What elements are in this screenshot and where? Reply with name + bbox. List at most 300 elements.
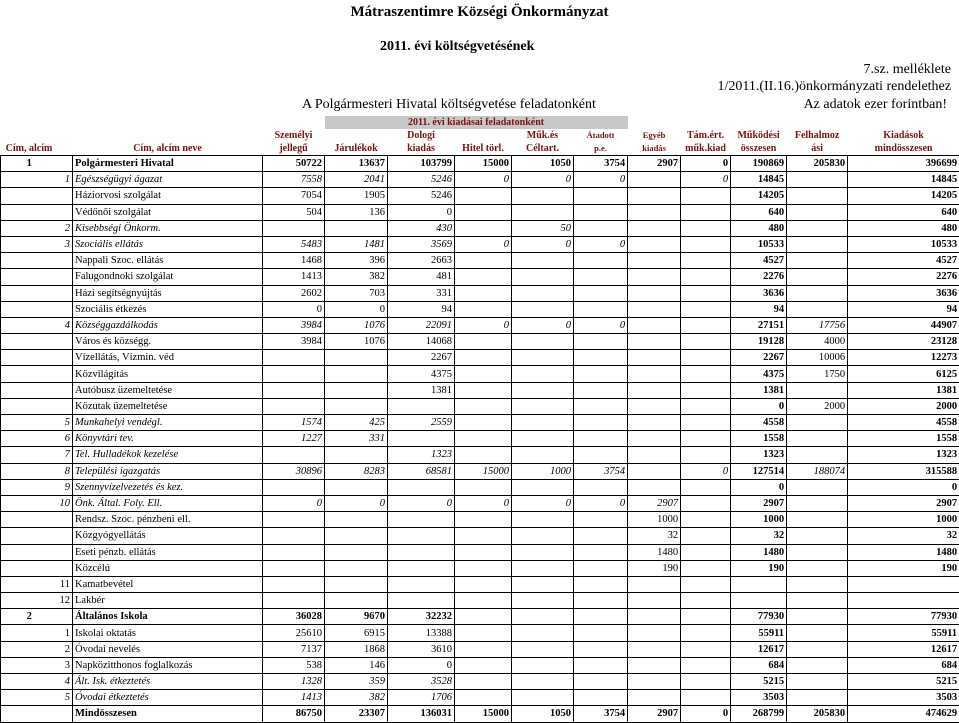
table-row <box>1 447 959 463</box>
amount-cell <box>681 479 731 495</box>
amount-cell: 3528 <box>388 674 455 690</box>
amount-cell <box>455 544 512 560</box>
amount-cell <box>574 560 628 576</box>
capital-cell <box>787 690 848 706</box>
row-label: Szociális étkezés <box>73 301 263 317</box>
amount-cell <box>681 334 731 350</box>
capital-cell: 17756 <box>787 317 848 333</box>
table-row <box>1 593 959 609</box>
header-top-label: Tám.ért. <box>681 129 731 142</box>
amount-cell: 5483 <box>263 236 325 252</box>
table-row <box>1 641 959 657</box>
table-row <box>1 269 959 285</box>
regulation-reference: 1/2011.(II.16.)önkormányzati rendelethez <box>717 79 951 95</box>
table-row <box>1 609 959 625</box>
amount-cell <box>512 560 574 576</box>
table-row <box>1 706 959 722</box>
amount-cell: 3610 <box>388 641 455 657</box>
subsection-number <box>58 301 73 317</box>
row-label: Háziorvosi szolgálat <box>73 188 263 204</box>
amount-cell <box>574 269 628 285</box>
amount-cell <box>574 415 628 431</box>
section-number <box>1 172 58 188</box>
amount-cell <box>574 382 628 398</box>
amount-cell <box>628 415 681 431</box>
amount-cell <box>628 301 681 317</box>
operating-total-cell: 2907 <box>731 495 787 511</box>
amount-cell <box>512 366 574 382</box>
amount-cell <box>628 285 681 301</box>
amount-cell: 2907 <box>628 706 681 722</box>
amount-cell: 430 <box>388 220 455 236</box>
amount-cell: 50 <box>512 220 574 236</box>
grand-total-cell: 1000 <box>848 512 959 528</box>
grand-total-cell: 480 <box>848 220 959 236</box>
amount-cell <box>681 253 731 269</box>
grand-total-cell: 10533 <box>848 236 959 252</box>
table-row <box>1 431 959 447</box>
amount-cell <box>628 690 681 706</box>
operating-total-cell: 1000 <box>731 512 787 528</box>
amount-cell <box>681 188 731 204</box>
amount-cell: 1076 <box>325 334 388 350</box>
amount-cell <box>628 674 681 690</box>
amount-cell <box>325 220 388 236</box>
subsection-number <box>58 382 73 398</box>
header-top-label: Dologi <box>388 129 455 142</box>
grand-total-cell: 44907 <box>848 317 959 333</box>
grand-total-cell: 23128 <box>848 334 959 350</box>
operating-total-cell: 0 <box>731 398 787 414</box>
header-top-label: Személyi <box>263 129 325 142</box>
section-number <box>1 479 58 495</box>
table-row <box>1 301 959 317</box>
operating-total-cell: 77930 <box>731 609 787 625</box>
operating-total-cell: 0 <box>731 479 787 495</box>
header-top-label: Működési <box>731 129 787 142</box>
row-label: Kisebbségi Önkorm. <box>73 220 263 236</box>
operating-total-cell: 1323 <box>731 447 787 463</box>
capital-cell <box>787 593 848 609</box>
amount-cell: 1413 <box>263 269 325 285</box>
row-label: Községgazdálkodás <box>73 317 263 333</box>
amount-cell <box>681 415 731 431</box>
header-row-top <box>1 129 959 142</box>
capital-cell <box>787 609 848 625</box>
document-title: Mátraszentimre Községi Önkormányzat <box>0 4 959 21</box>
grand-total-cell: 5215 <box>848 674 959 690</box>
capital-cell <box>787 528 848 544</box>
table-row <box>1 398 959 414</box>
amount-cell: 1050 <box>512 706 574 722</box>
amount-cell: 7558 <box>263 172 325 188</box>
header-label: kiadás <box>628 142 681 156</box>
amount-cell <box>263 350 325 366</box>
amount-cell <box>681 690 731 706</box>
amount-cell <box>574 188 628 204</box>
amount-cell: 1480 <box>628 544 681 560</box>
amount-cell <box>263 593 325 609</box>
header-top-label: Egyéb <box>628 129 681 142</box>
table-row <box>1 317 959 333</box>
grand-total-cell: 190 <box>848 560 959 576</box>
table-row <box>1 479 959 495</box>
amount-cell <box>628 382 681 398</box>
row-label: Szennyvízelvezetés és kez. <box>73 479 263 495</box>
amount-cell: 86750 <box>263 706 325 722</box>
amount-cell: 504 <box>263 204 325 220</box>
capital-cell <box>787 253 848 269</box>
amount-cell <box>325 576 388 592</box>
amount-cell: 103799 <box>388 156 455 172</box>
amount-cell: 3754 <box>574 463 628 479</box>
subsection-number: 4 <box>58 674 73 690</box>
amount-cell <box>628 479 681 495</box>
amount-cell: 7137 <box>263 641 325 657</box>
amount-cell: 0 <box>325 495 388 511</box>
amount-cell <box>574 641 628 657</box>
amount-cell <box>325 528 388 544</box>
amount-cell: 0 <box>512 317 574 333</box>
amount-cell <box>455 334 512 350</box>
amount-cell: 0 <box>455 172 512 188</box>
grand-total-cell: 474629 <box>848 706 959 722</box>
amount-cell <box>628 593 681 609</box>
document-subtitle: 2011. évi költségvetésének <box>380 39 534 55</box>
amount-cell: 331 <box>388 285 455 301</box>
amount-cell <box>455 253 512 269</box>
amount-cell: 1328 <box>263 674 325 690</box>
row-label: Mindösszesen <box>73 706 263 722</box>
amount-cell <box>263 479 325 495</box>
subsection-number: 4 <box>58 317 73 333</box>
amount-cell: 1706 <box>388 690 455 706</box>
amount-cell <box>388 576 455 592</box>
amount-cell <box>628 447 681 463</box>
row-label: Ált. Isk. étkeztetés <box>73 674 263 690</box>
amount-cell <box>681 528 731 544</box>
section-number <box>1 204 58 220</box>
amount-cell <box>574 350 628 366</box>
amount-cell <box>574 625 628 641</box>
amount-cell <box>681 317 731 333</box>
amount-cell: 2559 <box>388 415 455 431</box>
subsection-number <box>58 512 73 528</box>
amount-cell: 0 <box>388 657 455 673</box>
amount-cell <box>681 366 731 382</box>
amount-cell <box>455 204 512 220</box>
amount-cell: 2663 <box>388 253 455 269</box>
amount-cell <box>512 528 574 544</box>
amount-cell <box>574 512 628 528</box>
amount-cell <box>574 690 628 706</box>
subsection-number <box>58 544 73 560</box>
amount-cell: 5246 <box>388 172 455 188</box>
amount-cell: 1050 <box>512 156 574 172</box>
amount-cell: 0 <box>574 495 628 511</box>
amount-cell <box>455 674 512 690</box>
amount-cell <box>263 382 325 398</box>
amount-cell: 0 <box>455 236 512 252</box>
row-label: Rendsz. Szoc. pénzbeni ell. <box>73 512 263 528</box>
amount-cell <box>455 188 512 204</box>
amount-cell <box>512 625 574 641</box>
amount-cell <box>325 479 388 495</box>
subsection-number: 10 <box>58 495 73 511</box>
header-label: összesen <box>731 142 787 156</box>
amount-cell <box>455 479 512 495</box>
operating-total-cell: 190869 <box>731 156 787 172</box>
table-row <box>1 415 959 431</box>
header-label: Cím, alcím <box>1 142 58 156</box>
amount-cell: 13637 <box>325 156 388 172</box>
capital-cell: 205830 <box>787 156 848 172</box>
amount-cell <box>263 220 325 236</box>
row-label: Házi segítségnyújtás <box>73 285 263 301</box>
amount-cell: 0 <box>263 495 325 511</box>
amount-cell <box>574 657 628 673</box>
amount-cell <box>455 301 512 317</box>
subsection-number <box>58 188 73 204</box>
subsection-number <box>58 560 73 576</box>
subsection-number: 1 <box>58 172 73 188</box>
subsection-number: 12 <box>58 593 73 609</box>
capital-cell <box>787 447 848 463</box>
row-label: Közvilágítás <box>73 366 263 382</box>
amount-cell <box>628 431 681 447</box>
amount-cell: 15000 <box>455 156 512 172</box>
row-label: Közgyógyellátás <box>73 528 263 544</box>
capital-cell <box>787 544 848 560</box>
amount-cell: 2602 <box>263 285 325 301</box>
amount-cell <box>628 609 681 625</box>
amount-cell: 538 <box>263 657 325 673</box>
unit-note: Az adatok ezer forintban! <box>804 97 947 113</box>
amount-cell: 36028 <box>263 609 325 625</box>
amount-cell: 0 <box>263 301 325 317</box>
amount-cell: 2907 <box>628 156 681 172</box>
operating-total-cell: 4527 <box>731 253 787 269</box>
amount-cell: 13388 <box>388 625 455 641</box>
amount-cell <box>628 188 681 204</box>
header-top-label: Műk.és <box>512 129 574 142</box>
amount-cell <box>388 544 455 560</box>
amount-cell: 1468 <box>263 253 325 269</box>
operating-total-cell: 14845 <box>731 172 787 188</box>
row-label: Lakbér <box>73 593 263 609</box>
amount-cell <box>681 301 731 317</box>
amount-cell: 1574 <box>263 415 325 431</box>
subsection-number: 2 <box>58 641 73 657</box>
amount-cell: 146 <box>325 657 388 673</box>
subsection-number: 8 <box>58 463 73 479</box>
amount-cell: 0 <box>512 495 574 511</box>
table-row <box>1 625 959 641</box>
amount-cell <box>681 641 731 657</box>
table-row <box>1 463 959 479</box>
table-row <box>1 576 959 592</box>
amount-cell <box>681 625 731 641</box>
amount-cell: 382 <box>325 690 388 706</box>
section-number <box>1 576 58 592</box>
capital-cell <box>787 236 848 252</box>
operating-total-cell: 2267 <box>731 350 787 366</box>
amount-cell: 0 <box>455 317 512 333</box>
table-row <box>1 350 959 366</box>
capital-cell: 4000 <box>787 334 848 350</box>
section-number <box>1 220 58 236</box>
amount-cell <box>325 366 388 382</box>
operating-total-cell: 3636 <box>731 285 787 301</box>
section-number <box>1 317 58 333</box>
operating-total-cell: 4558 <box>731 415 787 431</box>
section-number: 2 <box>1 609 58 625</box>
header-label: Járulékok <box>325 142 388 156</box>
grand-total-cell <box>848 593 959 609</box>
table-row <box>1 253 959 269</box>
table-row <box>1 382 959 398</box>
amount-cell <box>325 382 388 398</box>
amount-cell: 8283 <box>325 463 388 479</box>
operating-total-cell: 268799 <box>731 706 787 722</box>
operating-total-cell: 32 <box>731 528 787 544</box>
amount-cell: 703 <box>325 285 388 301</box>
subsection-number <box>58 366 73 382</box>
amount-cell <box>628 625 681 641</box>
amount-cell <box>628 463 681 479</box>
grand-total-cell: 14845 <box>848 172 959 188</box>
header-label: jellegű <box>263 142 325 156</box>
amount-cell <box>512 285 574 301</box>
amount-cell <box>263 560 325 576</box>
amount-cell: 3984 <box>263 334 325 350</box>
section-number: 1 <box>1 156 58 172</box>
row-label: Egészségügyi ágazat <box>73 172 263 188</box>
amount-cell: 0 <box>681 463 731 479</box>
subsection-number <box>58 609 73 625</box>
section-number <box>1 625 58 641</box>
section-number <box>1 560 58 576</box>
section-number <box>1 366 58 382</box>
capital-cell <box>787 382 848 398</box>
amount-cell: 0 <box>512 172 574 188</box>
operating-total-cell: 94 <box>731 301 787 317</box>
amount-cell <box>455 576 512 592</box>
amount-cell <box>628 253 681 269</box>
amount-cell <box>455 366 512 382</box>
grand-total-cell: 12273 <box>848 350 959 366</box>
table-row <box>1 512 959 528</box>
amount-cell <box>263 544 325 560</box>
amount-cell <box>512 398 574 414</box>
amount-cell <box>388 479 455 495</box>
capital-cell <box>787 301 848 317</box>
row-label: Autóbusz üzemeltetése <box>73 382 263 398</box>
row-label: Munkahelyi vendégl. <box>73 415 263 431</box>
amount-cell <box>512 512 574 528</box>
amount-cell: 1323 <box>388 447 455 463</box>
amount-cell: 0 <box>574 236 628 252</box>
operating-total-cell: 4375 <box>731 366 787 382</box>
amount-cell <box>512 204 574 220</box>
operating-total-cell: 55911 <box>731 625 787 641</box>
header-label: Céltart. <box>512 142 574 156</box>
amount-cell: 14068 <box>388 334 455 350</box>
amount-cell <box>574 204 628 220</box>
amount-cell: 9670 <box>325 609 388 625</box>
amount-cell: 0 <box>388 204 455 220</box>
amount-cell <box>574 576 628 592</box>
amount-cell: 7054 <box>263 188 325 204</box>
amount-cell <box>574 593 628 609</box>
table-row <box>1 334 959 350</box>
amount-cell <box>325 447 388 463</box>
amount-cell: 3754 <box>574 156 628 172</box>
amount-cell <box>574 431 628 447</box>
section-number <box>1 674 58 690</box>
capital-cell <box>787 495 848 511</box>
capital-cell <box>787 285 848 301</box>
amount-cell <box>388 560 455 576</box>
amount-cell <box>512 253 574 269</box>
amount-cell: 1868 <box>325 641 388 657</box>
section-number <box>1 431 58 447</box>
row-label: Védőnői szolgálat <box>73 204 263 220</box>
operating-total-cell <box>731 576 787 592</box>
amount-cell <box>512 415 574 431</box>
operating-total-cell <box>731 593 787 609</box>
operating-total-cell: 5215 <box>731 674 787 690</box>
amount-cell: 50722 <box>263 156 325 172</box>
row-label: Szociális ellátás <box>73 236 263 252</box>
table-row <box>1 528 959 544</box>
amount-cell <box>574 609 628 625</box>
table-row <box>1 236 959 252</box>
amount-cell <box>681 382 731 398</box>
amount-cell <box>574 366 628 382</box>
amount-cell <box>512 447 574 463</box>
amount-cell: 5246 <box>388 188 455 204</box>
table-row <box>1 285 959 301</box>
subsection-number <box>58 706 73 722</box>
row-label: Nappali Szoc. ellátás <box>73 253 263 269</box>
amount-cell <box>681 204 731 220</box>
table-row <box>1 156 959 172</box>
row-label: Kamatbevétel <box>73 576 263 592</box>
section-number <box>1 706 58 722</box>
grand-total-cell <box>848 576 959 592</box>
section-number <box>1 593 58 609</box>
section-number <box>1 544 58 560</box>
operating-total-cell: 10533 <box>731 236 787 252</box>
section-number <box>1 236 58 252</box>
operating-total-cell: 2276 <box>731 269 787 285</box>
capital-cell <box>787 269 848 285</box>
operating-total-cell: 127514 <box>731 463 787 479</box>
subsection-number <box>58 350 73 366</box>
row-label: Könyvtári tev. <box>73 431 263 447</box>
operating-total-cell: 27151 <box>731 317 787 333</box>
amount-cell <box>512 544 574 560</box>
table-row <box>1 495 959 511</box>
operating-total-cell: 3503 <box>731 690 787 706</box>
amount-cell: 23307 <box>325 706 388 722</box>
operating-total-cell: 1381 <box>731 382 787 398</box>
subsection-number <box>58 334 73 350</box>
row-label: Óvodai étkeztetés <box>73 690 263 706</box>
capital-cell <box>787 479 848 495</box>
amount-cell <box>628 350 681 366</box>
